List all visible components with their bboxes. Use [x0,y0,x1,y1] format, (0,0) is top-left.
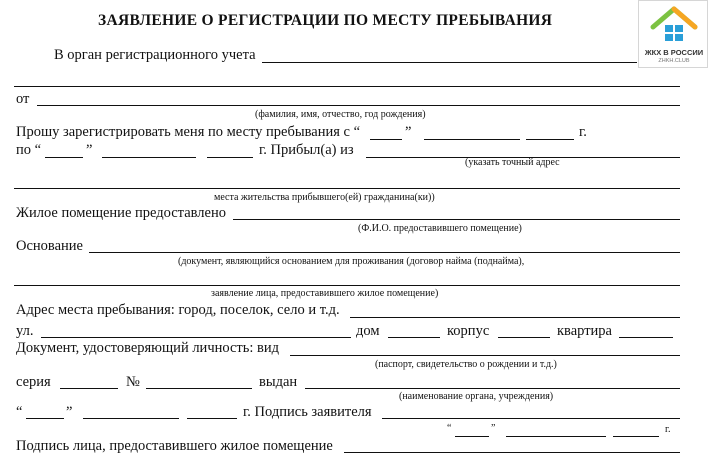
quote-close-4: ” [491,423,496,434]
series-field[interactable] [60,388,118,389]
signature-provider-label: Подпись лица, предоставившего жилое помещение [16,438,333,454]
zhkh-logo [638,0,708,68]
sign-quote-open: “ [16,404,23,420]
street-label: ул. [16,323,34,339]
id-doc-field[interactable] [290,355,680,356]
apartment-field[interactable] [619,337,673,338]
arrived-from-label: г. Прибыл(а) из [259,142,354,158]
provider-day-field[interactable] [455,436,489,437]
provider-field[interactable] [233,219,680,220]
provider-signature-field[interactable] [344,452,680,453]
logo-subtext: ZHKH.CLUB [658,58,690,64]
organ-field[interactable] [262,62,637,63]
hint-statement: заявление лица, предоставившего жилое помещение) [211,288,439,299]
hint-document: (документ, являющийся основанием для проживания (договор найма (поднайма), [178,256,525,267]
building-field[interactable] [498,337,550,338]
signature-applicant-label: г. Подпись заявителя [243,404,372,420]
year-label-2: г. [665,424,671,435]
to-label: по “ [16,142,42,158]
to-month-field[interactable] [102,157,196,158]
organ-field-continuation[interactable] [14,86,680,87]
hint-organ: (наименование органа, учреждения) [399,391,554,402]
sign-day-field[interactable] [26,418,64,419]
series-label: серия [16,374,51,390]
issued-field[interactable] [305,388,680,389]
from-year-field[interactable] [526,139,574,140]
provider-quote-open: “ [447,423,452,434]
sign-month-field[interactable] [83,418,179,419]
request-label: Прошу зарегистрировать меня по месту пребывания с “ [16,124,361,140]
quote-close-2: ” [86,142,93,158]
house-icon [639,3,708,49]
street-field[interactable] [41,337,351,338]
house-label: дом [356,323,380,339]
house-field[interactable] [388,337,440,338]
from-label: от [16,91,30,107]
quote-close-1: ” [405,124,412,140]
number-label: № [126,374,140,390]
apartment-label: квартира [557,323,612,339]
housing-label: Жилое помещение предоставлено [16,205,226,221]
to-year-field[interactable] [207,157,253,158]
address-field[interactable] [350,317,680,318]
provider-year-field[interactable] [613,436,659,437]
hint-address: (указать точный адрес [465,157,560,168]
organ-label: В орган регистрационного учета [54,47,256,63]
quote-close-3: ” [66,404,73,420]
sign-year-field[interactable] [187,418,237,419]
to-day-field[interactable] [45,157,83,158]
hint-provider: (Ф.И.О. предоставившего помещение) [358,223,522,234]
address-label: Адрес места пребывания: город, поселок, село и т.д. [16,302,340,318]
hint-fio: (фамилия, имя, отчество, год рождения) [255,109,426,120]
basis-label: Основание [16,238,83,254]
from-day-field[interactable] [370,139,402,140]
residence-field[interactable] [14,188,680,189]
hint-residence: места жительства прибывшего(ей) гражданина(ки)) [214,192,435,203]
from-month-field[interactable] [424,139,520,140]
form-title: ЗАЯВЛЕНИЕ О РЕГИСТРАЦИИ ПО МЕСТУ ПРЕБЫВАНИЯ [98,12,553,29]
logo-text: ЖКХ В РОССИИ [644,48,704,57]
applicant-signature-field[interactable] [382,418,680,419]
applicant-field[interactable] [37,105,680,106]
hint-passport: (паспорт, свидетельство о рождении и т.д.) [375,359,557,370]
issued-label: выдан [259,374,298,390]
provider-month-field[interactable] [506,436,606,437]
year-label-1: г. [579,124,587,140]
id-doc-label: Документ, удостоверяющий личность: вид [16,340,280,356]
basis-field[interactable] [89,252,680,253]
number-field[interactable] [146,388,252,389]
basis-field-continuation[interactable] [14,285,680,286]
building-label: корпус [447,323,490,339]
